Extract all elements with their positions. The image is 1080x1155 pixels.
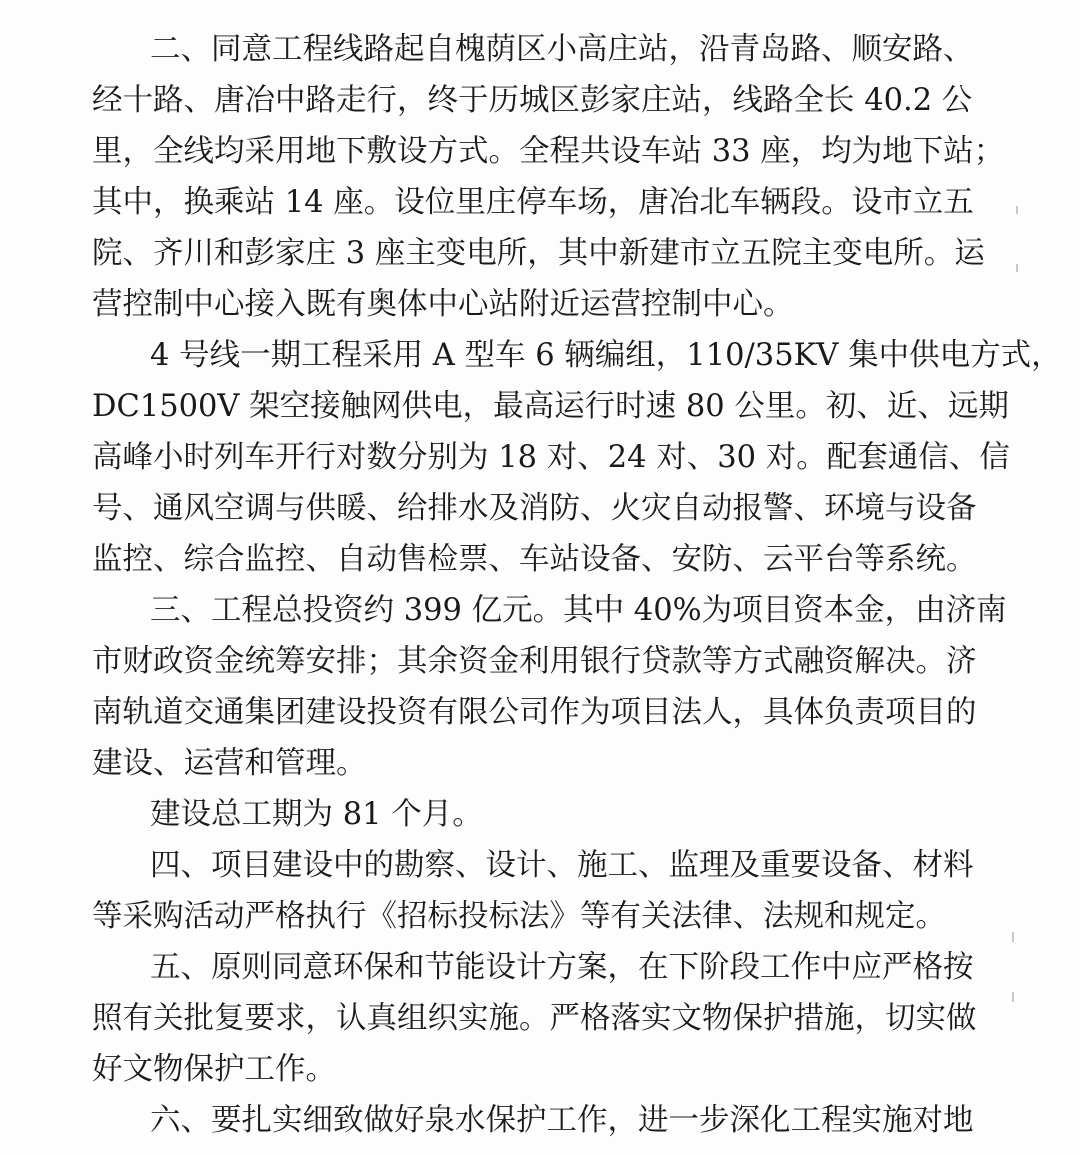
scan-speck [1012, 932, 1014, 942]
text-line: 二、同意工程线路起自槐荫区小高庄站，沿青岛路、顺安路、 [150, 32, 974, 67]
text-line: 三、工程总投资约 399 亿元。其中 40%为项目资本金，由济南 [150, 593, 1007, 628]
text-line: 六、要扎实细致做好泉水保护工作，进一步深化工程实施对地 [150, 1103, 974, 1138]
text-line: 经十路、唐冶中路走行，终于历城区彭家庄站，线路全长 40.2 公 [92, 83, 973, 118]
text-line: 照有关批复要求，认真组织实施。严格落实文物保护措施，切实做 [92, 1001, 977, 1036]
text-line: 五、原则同意环保和节能设计方案，在下阶段工作中应严格按 [150, 950, 974, 985]
scan-speck [1012, 992, 1014, 1002]
text-line: 好文物保护工作。 [92, 1052, 336, 1087]
text-line: 南轨道交通集团建设投资有限公司作为项目法人，具体负责项目的 [92, 695, 977, 730]
text-line: 里，全线均采用地下敷设方式。全程共设车站 33 座，均为地下站； [92, 134, 1005, 169]
text-line: 院、齐川和彭家庄 3 座主变电所，其中新建市立五院主变电所。运 [92, 236, 985, 271]
text-line: 其中，换乘站 14 座。设位里庄停车场，唐冶北车辆段。设市立五 [92, 185, 974, 220]
text-line: 四、项目建设中的勘察、设计、施工、监理及重要设备、材料 [150, 848, 974, 883]
text-line: 等采购活动严格执行《招标投标法》等有关法律、法规和规定。 [92, 899, 946, 934]
text-line: 市财政资金统筹安排；其余资金利用银行贷款等方式融资解决。济 [92, 644, 977, 679]
text-line: 4 号线一期工程采用 A 型车 6 辆编组，110/35KV 集中供电方式， [150, 338, 1062, 373]
text-line: 高峰小时列车开行对数分别为 18 对、24 对、30 对。配套通信、信 [92, 440, 1010, 475]
scan-speck [1016, 206, 1018, 214]
text-line: 建设、运营和管理。 [92, 746, 367, 781]
text-line: 监控、综合监控、自动售检票、车站设备、安防、云平台等系统。 [92, 542, 977, 577]
text-line: DC1500V 架空接触网供电，最高运行时速 80 公里。初、近、远期 [92, 389, 1009, 424]
scan-speck [1016, 264, 1018, 272]
text-line: 营控制中心接入既有奥体中心站附近运营控制中心。 [92, 287, 794, 322]
text-line: 建设总工期为 81 个月。 [150, 797, 483, 832]
text-line: 号、通风空调与供暖、给排水及消防、火灾自动报警、环境与设备 [92, 491, 977, 526]
